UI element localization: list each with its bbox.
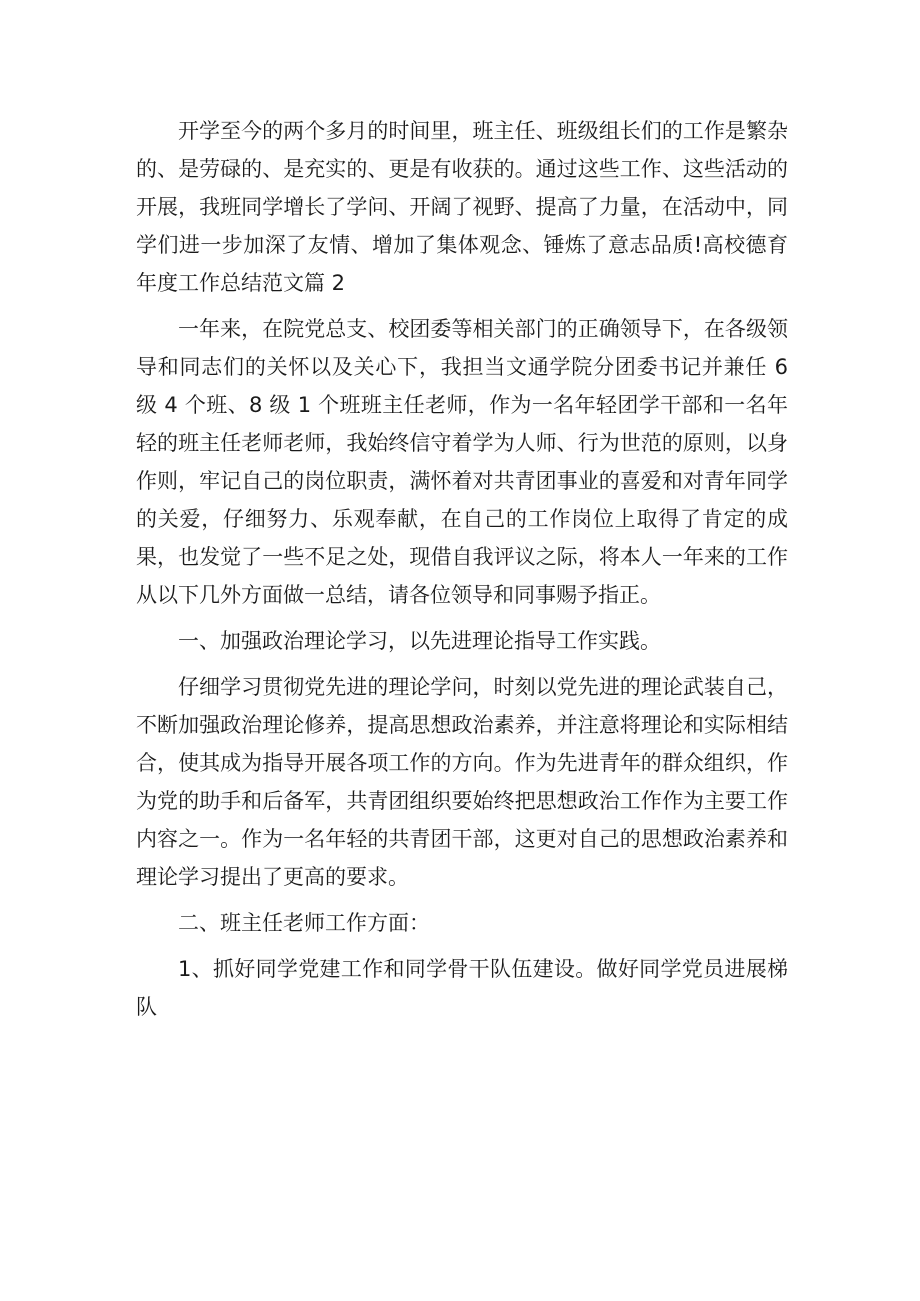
paragraph: 仔细学习贯彻党先进的理论学问，时刻以党先进的理论武装自己，不断加强政治理论修养，提高思想政治素养，并注意将理论和实际相结合，使其成为指导开展各项工作的方向。作为先进青年的群众组织，作为党的助手和后备军，共青团组织要始终把思想政治工作作为主要工作内容之一。作为一名年轻的共青团干部，这更对自己的思想政治素养和理论学习提出了更高的要求。 <box>136 675 788 889</box>
paragraph: 开学至今的两个多月的时间里，班主任、班级组长们的工作是繁杂的、是劳碌的、是充实的、更是有收获的。通过这些工作、这些活动的开展，我班同学增长了学问、开阔了视野、提高了力量，在活动中，同学们进一步加深了友情、增加了集体观念、锤炼了意志品质!高校德育年度工作总结范文篇 2 <box>136 119 788 295</box>
paragraph: 1、抓好同学党建工作和同学骨干队伍建设。做好同学党员进展梯队 <box>136 957 788 1019</box>
paragraph: 一年来，在院党总支、校团委等相关部门的正确领导下，在各级领导和同志们的关怀以及关心下，我担当文通学院分团委书记并兼任 6 级 4 个班、8 级 1 个班班主任老师，作为一名年轻团学干部和一名年轻的班主任老师老师，我始终信守着学为人师、行为世范的原则，以身作则，牢记自己的岗位职责，满怀着对共青团事业的喜爱和对青年同学的关爱，仔细努力、乐观奉献，在自己的工作岗位上取得了肯定的成果，也发觉了一些不足之处，现借自我评议之际，将本人一年来的工作从以下几外方面做一总结，请各位领导和同事赐予指正。 <box>136 317 788 607</box>
document-body <box>136 112 788 1034</box>
section-heading: 二、班主任老师工作方面： <box>178 911 430 935</box>
section-heading: 一、加强政治理论学习，以先进理论指导工作实践。 <box>178 629 661 653</box>
